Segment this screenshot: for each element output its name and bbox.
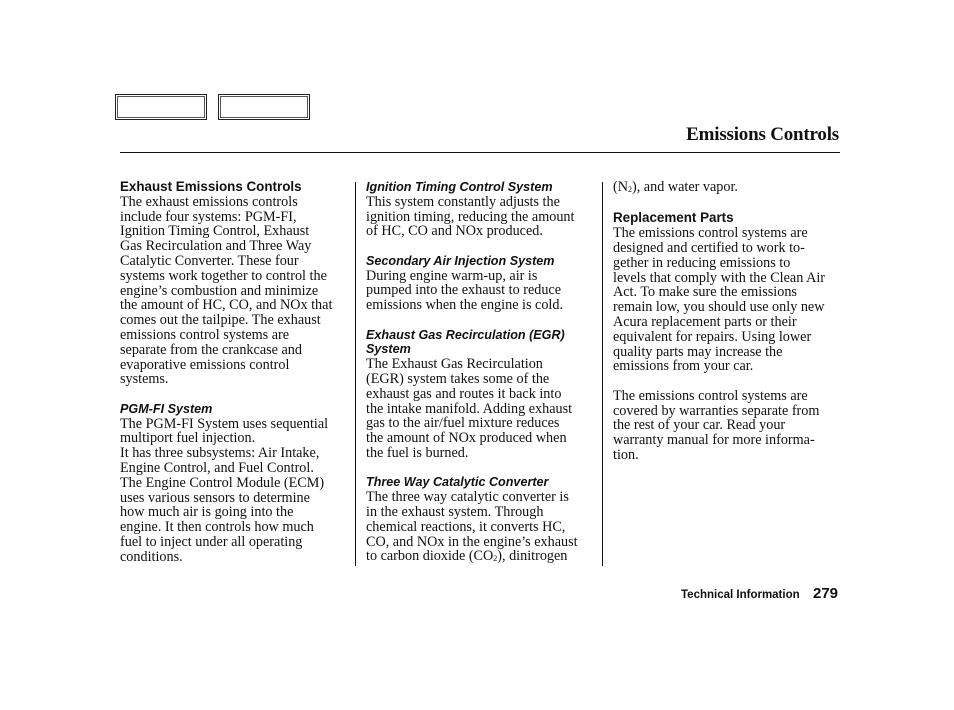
text-line: comes out the tailpipe. The exhaust — [120, 312, 321, 329]
text-line: chemical reactions, it converts HC, — [366, 518, 566, 535]
section-heading-egr: Exhaust Gas Recirculation (EGR) — [366, 327, 565, 342]
text-line: The Exhaust Gas Recirculation — [366, 356, 543, 373]
text-line: Acura replacement parts or their — [613, 313, 797, 330]
paragraph-replacement-parts — [613, 226, 840, 374]
text-line: covered by warranties separate from — [613, 402, 820, 419]
text-line: include four systems: PGM-FI, — [120, 208, 297, 225]
page-title: Emissions Controls — [686, 124, 839, 145]
text-line: pumped into the exhaust to reduce — [366, 282, 562, 299]
paragraph-pgm-fi — [120, 417, 347, 565]
text-line: levels that comply with the Clean Air — [613, 269, 825, 286]
text-line: warranty manual for more informa- — [613, 432, 815, 449]
text-line: how much air is going into the — [120, 504, 294, 521]
text-line: gas to the air/fuel mixture reduces — [366, 415, 560, 432]
text-column-1 — [120, 180, 347, 565]
text-line: emissions when the engine is cold. — [366, 297, 564, 314]
text-line: (EGR) system takes some of the — [366, 370, 550, 387]
nav-button-previous[interactable] — [115, 94, 207, 120]
text-line: conditions. — [120, 548, 183, 565]
text-line: The Engine Control Module (ECM) — [120, 474, 325, 491]
section-heading-ignition-timing: Ignition Timing Control System — [366, 180, 553, 194]
text-line: uses various sensors to determine — [120, 489, 310, 506]
paragraph-secondary-air — [366, 269, 596, 313]
text-line: ignition timing, reducing the amount — [366, 208, 575, 225]
text-line: The PGM-FI System uses sequential — [120, 415, 329, 432]
nav-button-next[interactable] — [218, 94, 310, 120]
header-rule — [120, 152, 840, 153]
text-line: remain low, you should use only new — [613, 299, 825, 316]
text-line: in the exhaust system. Through — [366, 503, 544, 520]
text-line: Act. To make sure the emissions — [613, 284, 797, 301]
text-line: the rest of your car. Read your — [613, 417, 786, 434]
text-line: During engine warm-up, air is — [366, 267, 538, 284]
text-fragment: to carbon dioxide (CO — [366, 548, 494, 565]
text-line: evaporative emissions control — [120, 356, 290, 373]
text-line: the amount of HC, CO, and NOx that — [120, 297, 333, 314]
column-divider — [355, 182, 356, 566]
text-line: fuel to inject under all operating — [120, 533, 303, 550]
text-line: the fuel is burned. — [366, 444, 469, 461]
text-line: the amount of NOx produced when — [366, 430, 567, 447]
text-line: emissions from your car. — [613, 358, 754, 375]
text-line: engine. It then controls how much — [120, 519, 314, 536]
text-line — [366, 549, 596, 566]
section-heading-secondary-air: Secondary Air Injection System — [366, 253, 555, 268]
text-line: multiport fuel injection. — [120, 430, 256, 447]
section-heading-pgm-fi: PGM-FI System — [120, 401, 213, 416]
text-fragment: (N — [613, 179, 628, 195]
section-heading-exhaust-emissions: Exhaust Emissions Controls — [120, 179, 302, 194]
text-column-3 — [613, 180, 840, 463]
paragraph-egr — [366, 357, 596, 461]
paragraph-exhaust-emissions — [120, 195, 347, 387]
text-line: This system constantly adjusts the — [366, 193, 560, 210]
text-column-2 — [366, 180, 596, 566]
text-fragment: ), and water vapor. — [631, 179, 738, 195]
text-line: CO, and NOx in the engine’s exhaust — [366, 533, 578, 550]
text-line: The emissions control systems are — [613, 225, 808, 242]
text-line: engine’s combustion and minimize — [120, 282, 319, 299]
column-divider — [602, 182, 603, 566]
section-heading-egr-cont: System — [366, 342, 411, 357]
text-line: of HC, CO and NOx produced. — [366, 223, 543, 240]
text-line: The emissions control systems are — [613, 387, 808, 404]
text-line: The three way catalytic converter is — [366, 489, 569, 506]
text-fragment: ), dinitrogen — [497, 548, 568, 565]
text-line: Ignition Timing Control, Exhaust — [120, 223, 310, 240]
text-line: tion. — [613, 446, 639, 463]
paragraph-ignition-timing — [366, 195, 596, 239]
text-line: separate from the crankcase and — [120, 341, 302, 358]
text-line: The exhaust emissions controls — [120, 193, 298, 210]
text-line: gether in reducing emissions to — [613, 254, 791, 271]
text-line: Engine Control, and Fuel Control. — [120, 459, 314, 476]
paragraph-catalytic — [366, 490, 596, 566]
text-line: the intake manifold. Adding exhaust — [366, 400, 573, 417]
text-line: equivalent for repairs. Using lower — [613, 328, 812, 345]
section-heading-catalytic: Three Way Catalytic Converter — [366, 475, 549, 490]
text-line-continued — [613, 180, 840, 197]
text-line: Gas Recirculation and Three Way — [120, 238, 312, 255]
text-line: Catalytic Converter. These four — [120, 252, 299, 269]
subscript: 2 — [493, 554, 498, 564]
text-line: quality parts may increase the — [613, 343, 783, 360]
subscript: 2 — [627, 185, 632, 194]
paragraph-warranty — [613, 389, 840, 463]
text-line: emissions control systems are — [120, 326, 290, 343]
page-number: 279 — [813, 585, 839, 602]
text-line: designed and certified to work to- — [613, 239, 805, 256]
section-heading-replacement-parts: Replacement Parts — [613, 210, 734, 226]
text-line: It has three subsystems: Air Intake, — [120, 445, 320, 462]
text-line: systems. — [120, 371, 169, 388]
text-line: exhaust gas and routes it back into — [366, 385, 562, 402]
text-line: systems work together to control the — [120, 267, 327, 284]
footer-section-label: Technical Information — [681, 589, 800, 601]
